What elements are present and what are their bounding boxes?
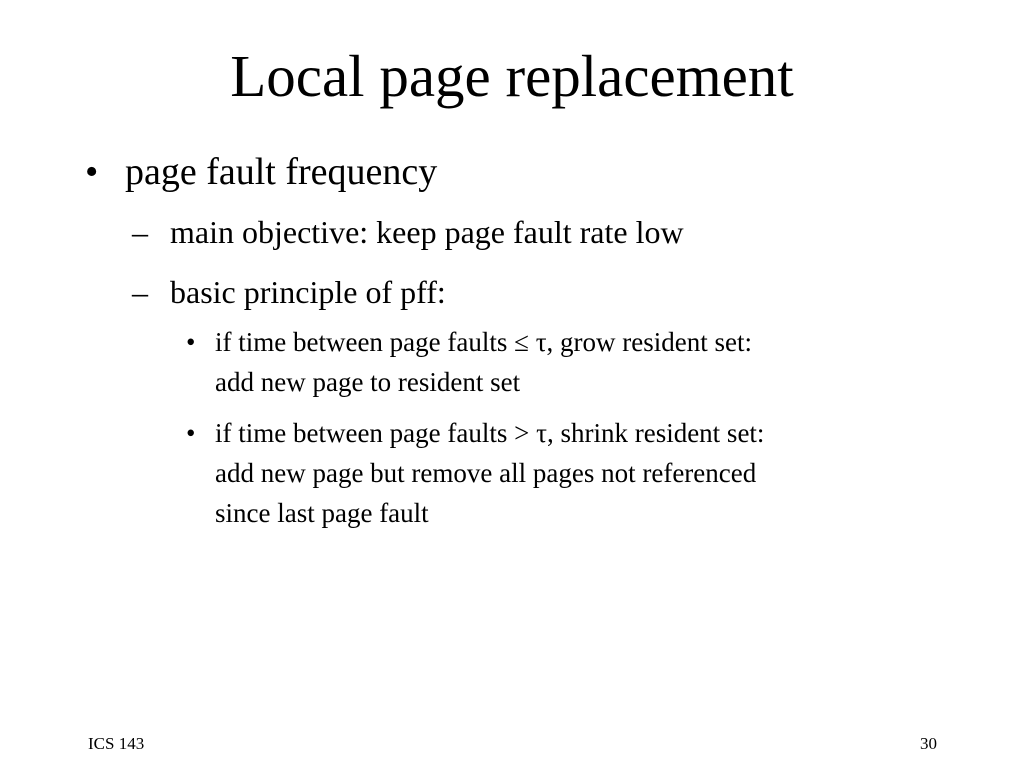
bullet-marker: • xyxy=(85,151,99,193)
subsubbullet-text xyxy=(215,322,925,402)
subsubbullet-text xyxy=(215,413,925,533)
bullet-text: page fault frequency xyxy=(125,151,438,193)
text-line: if time between page faults ≤ τ, grow resident set: xyxy=(215,327,753,357)
dash-marker: – xyxy=(132,274,148,310)
bullet-marker: • xyxy=(186,418,196,448)
subsubbullet-grow xyxy=(186,322,926,402)
text-line: if time between page faults > τ, shrink resident set: xyxy=(215,418,765,448)
footer-page-number: 30 xyxy=(920,734,937,753)
bullet-marker: • xyxy=(186,327,196,357)
text-line: since last page fault xyxy=(215,498,429,528)
subsubbullet-shrink xyxy=(186,413,926,533)
text-line: add new page but remove all pages not referenced xyxy=(215,458,757,488)
dash-marker: – xyxy=(132,214,148,250)
text-line: add new page to resident set xyxy=(215,367,521,397)
footer-course: ICS 143 xyxy=(88,734,145,753)
slide-title: Local page replacement xyxy=(230,43,794,109)
subbullet-text: basic principle of pff: xyxy=(170,274,446,310)
subbullet-text: main objective: keep page fault rate low xyxy=(170,214,684,250)
